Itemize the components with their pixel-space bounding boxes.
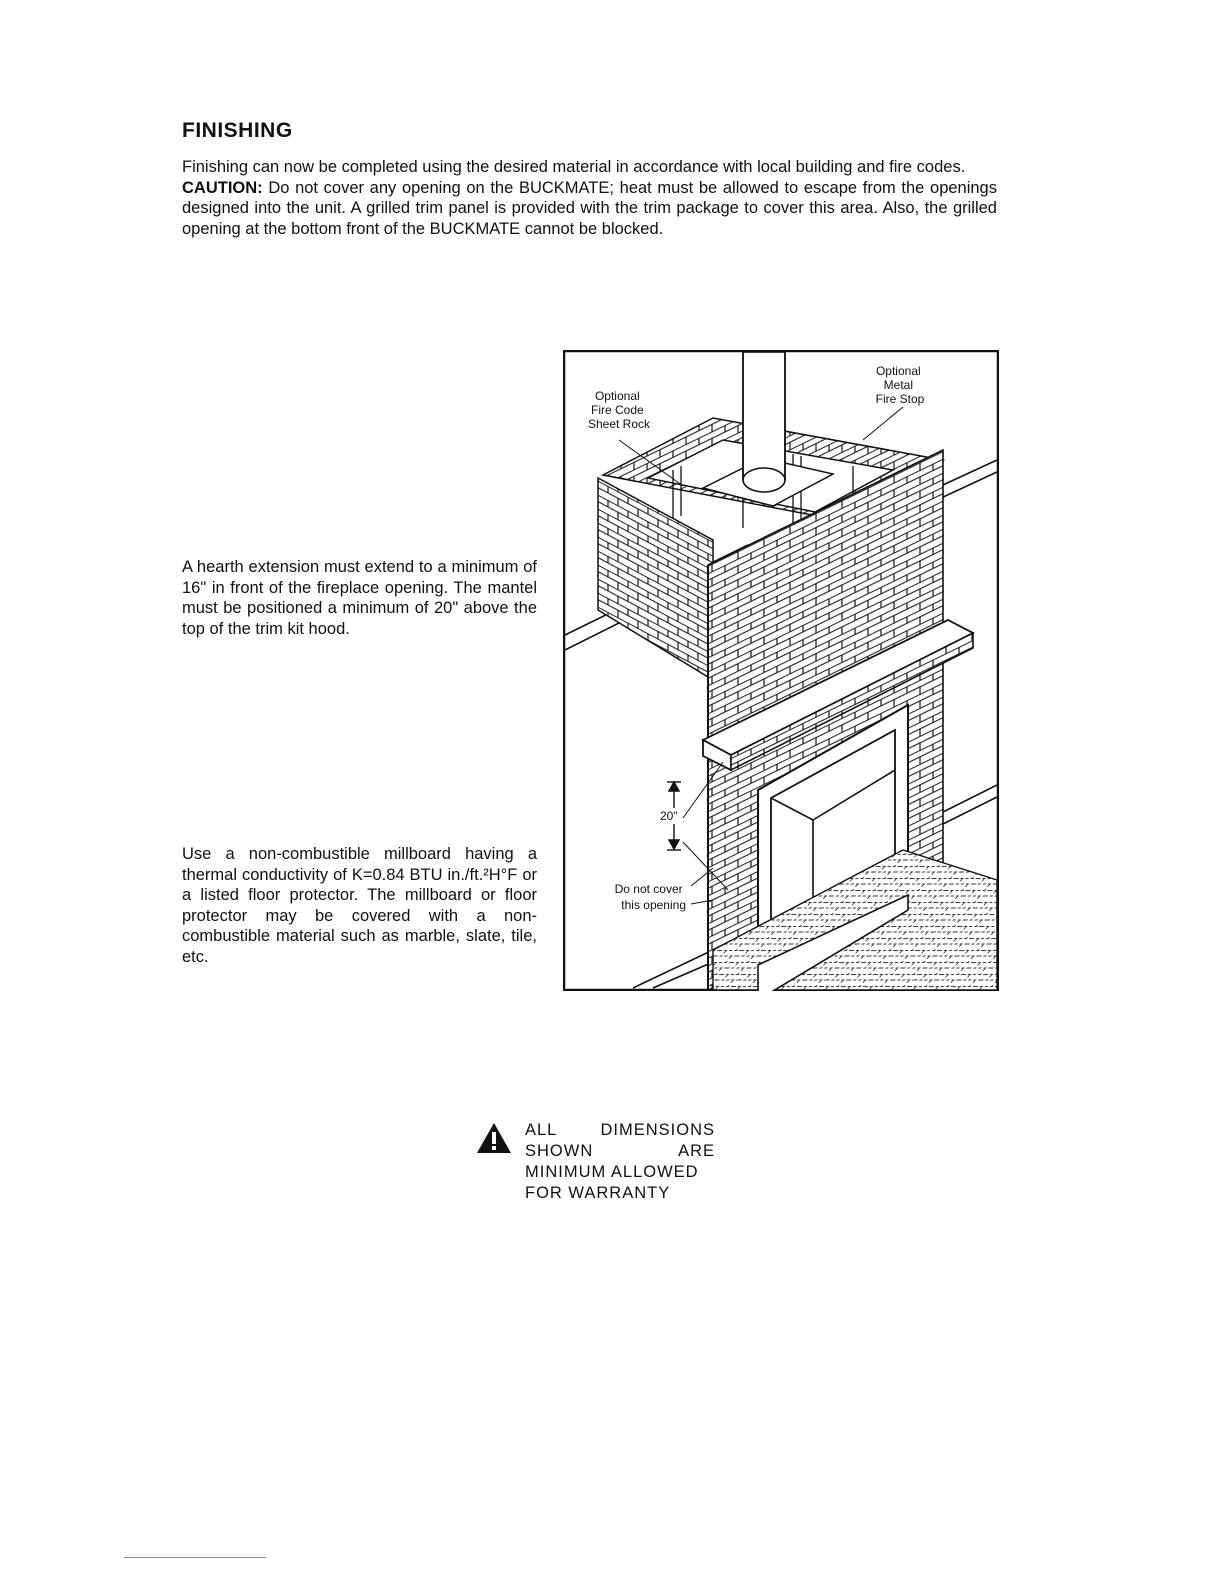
fire-stop-line-3: Fire Stop: [875, 392, 925, 406]
fire-stop-line-2: Metal: [883, 378, 913, 392]
warning-line-1: [525, 1120, 715, 1141]
opening-line-1: Do not cover: [614, 882, 683, 896]
caution-paragraph: [182, 178, 997, 240]
caution-label: CAUTION:: [182, 178, 263, 197]
sheet-rock-label: [588, 389, 651, 431]
warning-line-3: MINIMUM ALLOWED: [525, 1163, 699, 1181]
warning-word-dimensions: DIMENSIONS: [600, 1121, 715, 1139]
warning-word-all: ALL: [525, 1121, 558, 1139]
dimension-label: 20": [660, 809, 678, 823]
sheet-rock-line-2: Fire Code: [590, 403, 644, 417]
fire-stop-line-1: Optional: [875, 364, 921, 378]
warning-line-4: FOR WARRANTY: [525, 1184, 671, 1202]
caution-text: Do not cover any opening on the BUCKMATE; heat must be allowed to escape from the openings designed into the unit. A grilled trim panel is provided with the trim package to cover this area. Also, the grilled opening at the bottom front of the BUCKMATE cannot be blocked.: [182, 178, 997, 238]
sheet-rock-line-3: Sheet Rock: [587, 417, 651, 431]
warning-word-shown: SHOWN: [525, 1142, 594, 1160]
warning-triangle-icon: [476, 1122, 512, 1154]
millboard-note: Use a non-combustible millboard having a thermal conductivity of K=0.84 BTU in./ft.²H°F or a listed floor protector. The millboard or floor protector may be covered with a non-combustible material such as marble, slate, tile, etc.: [182, 845, 537, 966]
footer-rule: [124, 1557, 266, 1558]
section-title: FINISHING: [182, 119, 293, 142]
intro-paragraph: Finishing can now be completed using the desired material in accordance with local building and fire codes.: [182, 158, 966, 176]
intro-text: [182, 157, 997, 239]
warning-line-2: [525, 1141, 715, 1162]
warning-word-are: ARE: [678, 1142, 715, 1160]
hearth-note: A hearth extension must extend to a minimum of 16" in front of the fireplace opening. The mantel must be positioned a minimum of 20" above the top of the trim kit hood.: [182, 558, 537, 638]
sheet-rock-line-1: Optional: [594, 389, 640, 403]
opening-line-2: this opening: [621, 898, 686, 912]
warning-text: [525, 1120, 715, 1204]
fireplace-illustration: [563, 350, 999, 991]
